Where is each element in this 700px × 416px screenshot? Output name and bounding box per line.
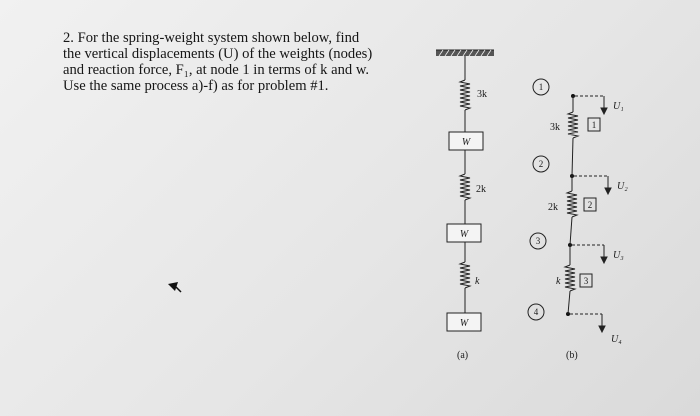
figure-a xyxy=(436,50,494,361)
displacement-label: U₄ xyxy=(611,334,622,345)
problem-line: 2. For the spring-weight system shown below, find xyxy=(63,30,360,46)
spring-k xyxy=(460,242,470,313)
element-label: 3k xyxy=(550,122,560,133)
element-number: 3 xyxy=(583,276,589,286)
figure-b xyxy=(528,79,628,361)
element-label: k xyxy=(556,276,561,287)
spring-2k xyxy=(460,150,470,224)
element-number: 2 xyxy=(587,200,593,210)
node-number: 1 xyxy=(538,82,544,92)
ceiling-support xyxy=(436,50,494,56)
problem-line: the vertical displacements (U) of the weights (nodes) xyxy=(63,46,373,62)
weight-label: W xyxy=(459,318,469,329)
node-number: 2 xyxy=(538,159,544,169)
node-number: 4 xyxy=(533,307,539,317)
displacement-label: U₃ xyxy=(613,250,624,261)
element-number: 1 xyxy=(591,120,597,130)
element-spring xyxy=(567,176,577,245)
figure-caption: (b) xyxy=(566,350,578,361)
weight-label: W xyxy=(461,137,471,148)
element-spring xyxy=(568,96,578,176)
node-number: 3 xyxy=(535,236,541,246)
figure-caption: (a) xyxy=(457,350,469,361)
displacement-label: U₂ xyxy=(617,181,628,192)
spring-label: k xyxy=(475,276,480,287)
spring-label: 2k xyxy=(476,184,486,195)
weight-label: W xyxy=(459,229,469,240)
mouse-pointer-icon xyxy=(168,282,181,292)
element-label: 2k xyxy=(548,202,558,213)
problem-line: and reaction force, F₁, at node 1 in terms of k and w. xyxy=(63,62,370,78)
element-spring xyxy=(565,245,575,314)
problem-line: Use the same process a)-f) as for problem #1. xyxy=(63,78,329,94)
spring-label: 3k xyxy=(477,89,487,100)
spring-3k xyxy=(460,56,470,132)
displacement-label: U₁ xyxy=(613,101,624,112)
